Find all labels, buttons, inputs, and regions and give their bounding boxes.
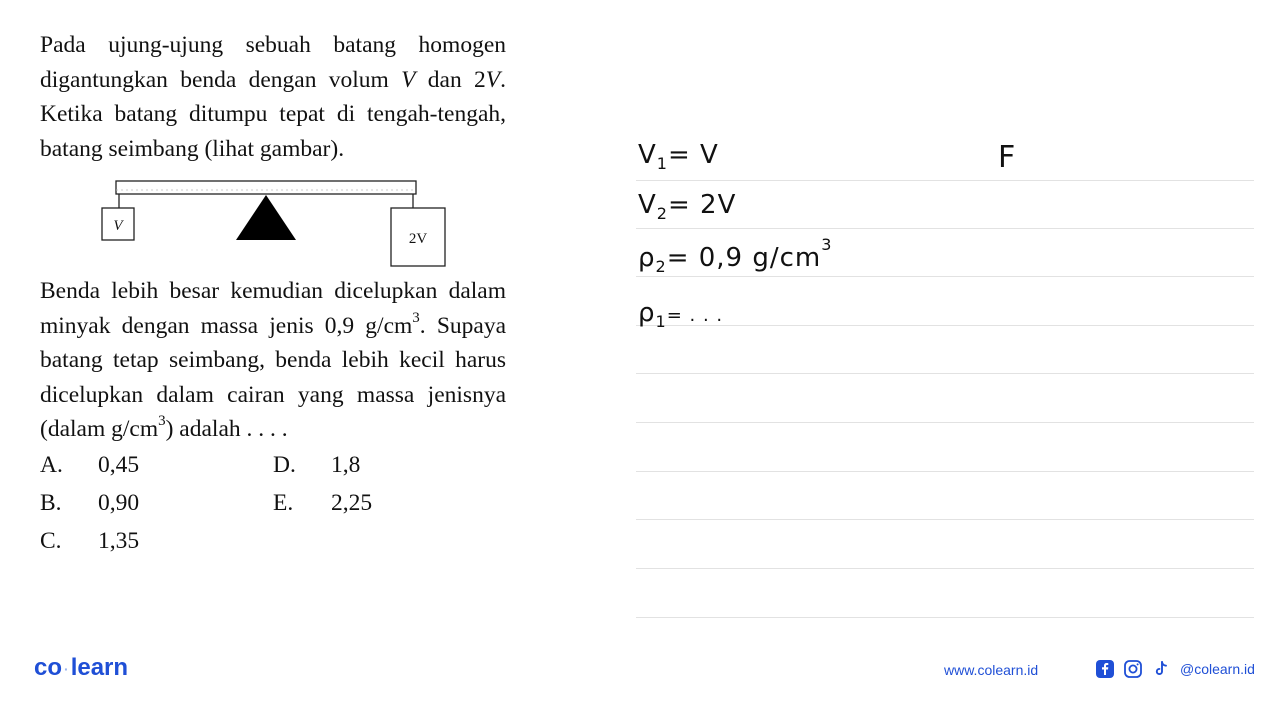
ruled-line <box>636 519 1254 520</box>
facebook-icon[interactable] <box>1094 658 1116 680</box>
note-f: F <box>998 140 1017 175</box>
note-rho2: $\rho_2= 0,9$ $g/cm^3$ <box>638 235 833 277</box>
problem-paragraph-2: Benda lebih besar kemudian dicelupkan dalam minyak dengan massa jenis 0,9 $g/cm^3$. Supaya batang tetap seimbang, benda lebih kecil harus dicelupkan dalam cairan yang massa jenisnya (dalam $g/cm^3$) adalah . . . . <box>40 278 507 442</box>
ruled-line <box>636 180 1254 181</box>
social-links <box>1094 658 1255 680</box>
note-v2: $V_2= 2V$ <box>638 190 737 224</box>
problem-paragraph-1: Pada ujung-ujung sebuah batang homogen digantungkan benda dengan volum V dan 2V. Ketika batang ditumpu tepat di tengah-tengah, batang seimbang (lihat gambar). <box>40 32 507 162</box>
answer-options <box>40 447 506 561</box>
ruled-line <box>636 471 1254 472</box>
ruled-line <box>636 373 1254 374</box>
footer <box>0 640 1280 720</box>
social-handle[interactable]: @colearn.id <box>1180 661 1255 677</box>
large-block-label: 2V <box>408 231 428 247</box>
ruled-line <box>636 422 1254 423</box>
colearn-logo[interactable]: co ·learn <box>34 654 129 681</box>
handwritten-notes <box>636 0 1254 640</box>
option-a[interactable]: A. 0,45 <box>40 452 140 479</box>
note-v1: $V_1= V$ <box>638 140 719 174</box>
tiktok-icon[interactable] <box>1150 658 1172 680</box>
note-rho1: $\rho_1=$ . . . <box>638 298 724 332</box>
option-b[interactable]: B. 0,90 <box>40 490 140 517</box>
ruled-line <box>636 228 1254 229</box>
ruled-line <box>636 325 1254 326</box>
option-d[interactable]: D. 1,8 <box>273 452 361 479</box>
ruled-line <box>636 617 1254 618</box>
problem-text <box>40 28 506 561</box>
rod <box>116 181 416 194</box>
fulcrum <box>236 195 296 240</box>
small-block-label: V <box>113 218 123 234</box>
balance-diagram <box>40 166 506 274</box>
instagram-icon[interactable] <box>1122 658 1144 680</box>
option-c[interactable]: C. 1,35 <box>40 528 140 555</box>
option-e[interactable]: E. 2,25 <box>273 490 373 517</box>
ruled-line <box>636 568 1254 569</box>
website-link[interactable]: www.colearn.id <box>944 662 1039 678</box>
balance-figure <box>40 166 506 274</box>
